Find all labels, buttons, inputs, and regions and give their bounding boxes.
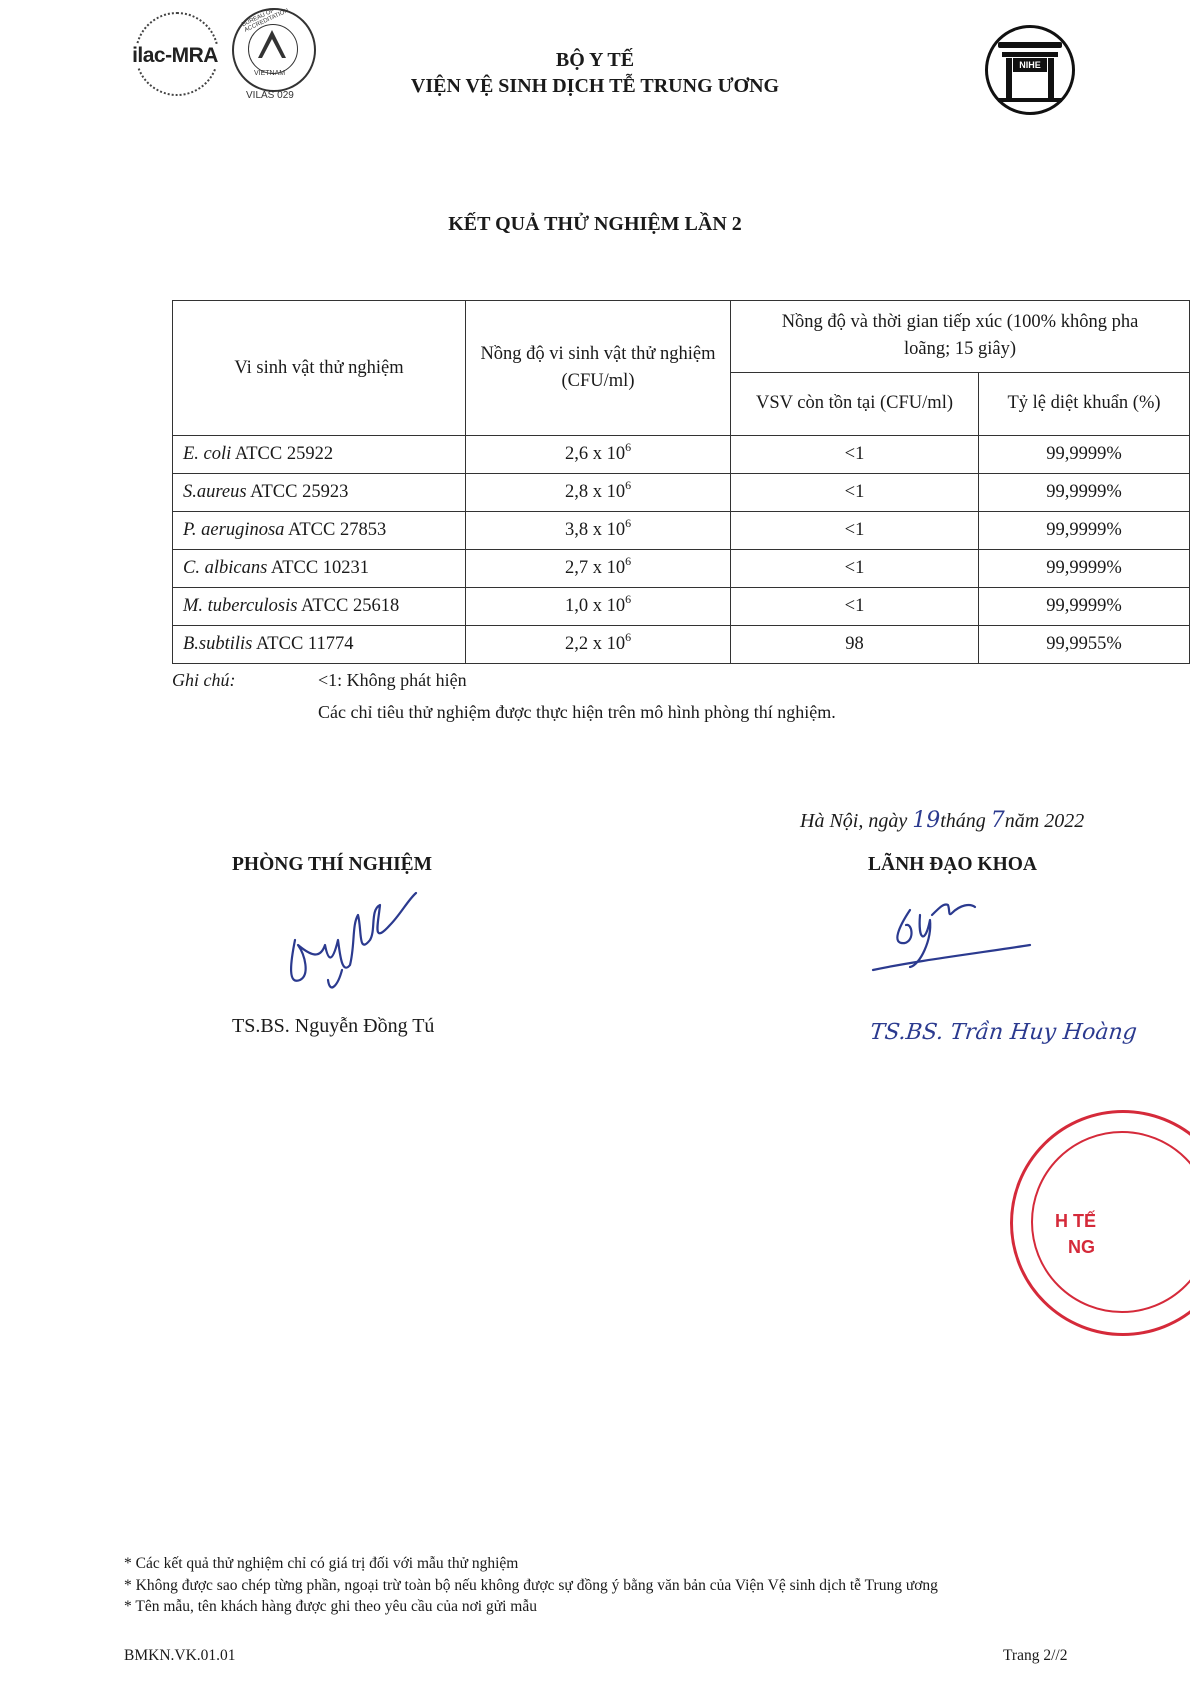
results-table bbox=[172, 300, 1190, 664]
kill-rate-cell: 99,9999% bbox=[979, 550, 1190, 588]
boa-ring-text: BUREAU OF ACCREDITATION bbox=[241, 7, 290, 34]
table-row bbox=[173, 588, 1190, 626]
issue-date bbox=[800, 808, 1084, 833]
conc-mantissa: 2,6 bbox=[564, 444, 589, 464]
strain-code: ATCC 10231 bbox=[270, 558, 370, 578]
conc-exponent: 6 bbox=[625, 592, 632, 606]
species-name: B.subtilis bbox=[183, 634, 253, 654]
footnote-3: * Tên mẫu, tên khách hàng được ghi theo yêu cầu của nơi gửi mẫu bbox=[124, 1598, 537, 1615]
remaining-cell: <1 bbox=[731, 436, 979, 474]
official-stamp-icon bbox=[1010, 1110, 1190, 1336]
table-row bbox=[173, 436, 1190, 474]
strain-code: ATCC 11774 bbox=[256, 634, 354, 654]
species-name: P. aeruginosa bbox=[183, 520, 285, 540]
date-month: 7 bbox=[990, 808, 1005, 833]
conc-exponent: 6 bbox=[625, 630, 632, 644]
kill-rate-cell: 99,9999% bbox=[979, 436, 1190, 474]
species-name: M. tuberculosis bbox=[183, 596, 298, 616]
lab-signature-icon bbox=[280, 885, 420, 1005]
header-kill-rate: Tỷ lệ diệt khuẩn (%) bbox=[979, 372, 1190, 435]
conc-mantissa: 2,8 bbox=[564, 482, 589, 502]
vilas-code: VILAS 029 bbox=[246, 90, 294, 101]
form-code: BMKN.VK.01.01 bbox=[124, 1647, 236, 1664]
strain-code: ATCC 25618 bbox=[301, 596, 400, 616]
conc-exponent: 6 bbox=[625, 440, 632, 454]
note-label: Ghi chú: bbox=[172, 670, 236, 690]
ilac-logo-text: ilac-MRA bbox=[125, 44, 225, 68]
nihe-label: NIHE bbox=[1013, 58, 1047, 72]
nihe-logo bbox=[985, 25, 1075, 115]
leader-signature-icon bbox=[870, 885, 1040, 975]
table-row bbox=[173, 474, 1190, 512]
leader-signature-title: LÃNH ĐẠO KHOA bbox=[868, 854, 1038, 875]
conc-exponent: 6 bbox=[625, 554, 632, 568]
date-year: năm 2022 bbox=[1004, 810, 1085, 832]
strain-code: ATCC 25923 bbox=[250, 482, 349, 502]
kill-rate-cell: 99,9999% bbox=[979, 512, 1190, 550]
header-remaining: VSV còn tồn tại (CFU/ml) bbox=[731, 372, 979, 435]
strain-code: ATCC 27853 bbox=[288, 520, 387, 540]
remaining-cell: <1 bbox=[731, 512, 979, 550]
remaining-cell: <1 bbox=[731, 588, 979, 626]
conc-mantissa: 3,8 bbox=[564, 520, 589, 540]
page-number: Trang 2//2 bbox=[1003, 1647, 1068, 1664]
conc-base: x 10 bbox=[592, 444, 626, 464]
note-line-1: <1: Không phát hiện bbox=[318, 670, 467, 690]
date-prefix: Hà Nội, ngày bbox=[800, 810, 908, 832]
stamp-text-1: H TẾ bbox=[1055, 1211, 1097, 1231]
conc-base: x 10 bbox=[592, 482, 626, 502]
date-month-label: tháng bbox=[940, 810, 986, 832]
remaining-cell: <1 bbox=[731, 550, 979, 588]
species-name: S.aureus bbox=[183, 482, 247, 502]
conc-base: x 10 bbox=[592, 596, 626, 616]
table-row bbox=[173, 626, 1190, 664]
institute-name: VIỆN VỆ SINH DỊCH TỄ TRUNG ƯƠNG bbox=[410, 75, 780, 97]
conc-mantissa: 2,2 bbox=[564, 634, 589, 654]
conc-base: x 10 bbox=[592, 634, 626, 654]
note-line-2: Các chỉ tiêu thử nghiệm được thực hiện trên mô hình phòng thí nghiệm. bbox=[318, 702, 836, 722]
kill-rate-cell: 99,9999% bbox=[979, 588, 1190, 626]
conc-base: x 10 bbox=[592, 520, 626, 540]
stamp-text-2: NG bbox=[1068, 1237, 1095, 1257]
conc-exponent: 6 bbox=[625, 516, 632, 530]
leader-signer-name: TS.BS. Trần Huy Hoàng bbox=[868, 1020, 1139, 1045]
date-day: 19 bbox=[912, 808, 941, 833]
table-row bbox=[173, 512, 1190, 550]
header-exposure-group: Nồng độ và thời gian tiếp xúc (100% không pha loãng; 15 giây) bbox=[731, 301, 1190, 373]
lab-signer-name: TS.BS. Nguyễn Đồng Tú bbox=[232, 1015, 435, 1037]
header-concentration: Nồng độ vi sinh vật thử nghiệm (CFU/ml) bbox=[466, 301, 731, 436]
species-name: C. albicans bbox=[183, 558, 268, 578]
ministry-name: BỘ Y TẾ bbox=[555, 49, 635, 71]
conc-mantissa: 1,0 bbox=[564, 596, 589, 616]
conc-exponent: 6 bbox=[625, 478, 632, 492]
page-title: KẾT QUẢ THỬ NGHIỆM LẦN 2 bbox=[448, 213, 742, 235]
strain-code: ATCC 25922 bbox=[234, 444, 334, 464]
kill-rate-cell: 99,9955% bbox=[979, 626, 1190, 664]
remaining-cell: <1 bbox=[731, 474, 979, 512]
boa-country: VIETNAM bbox=[254, 70, 286, 77]
footnote-2: * Không được sao chép từng phần, ngoại trừ toàn bộ nếu không được sự đồng ý bằng văn bản của Viện Vệ sinh dịch tễ Trung ương bbox=[124, 1577, 938, 1594]
lab-signature-title: PHÒNG THÍ NGHIỆM bbox=[232, 854, 433, 875]
header-organism: Vi sinh vật thử nghiệm bbox=[173, 301, 466, 436]
remaining-cell: 98 bbox=[731, 626, 979, 664]
kill-rate-cell: 99,9999% bbox=[979, 474, 1190, 512]
footnote-1: * Các kết quả thử nghiệm chỉ có giá trị đối với mẫu thử nghiệm bbox=[124, 1555, 519, 1572]
conc-base: x 10 bbox=[592, 558, 626, 578]
table-row bbox=[173, 550, 1190, 588]
species-name: E. coli bbox=[183, 444, 232, 464]
conc-mantissa: 2,7 bbox=[564, 558, 589, 578]
